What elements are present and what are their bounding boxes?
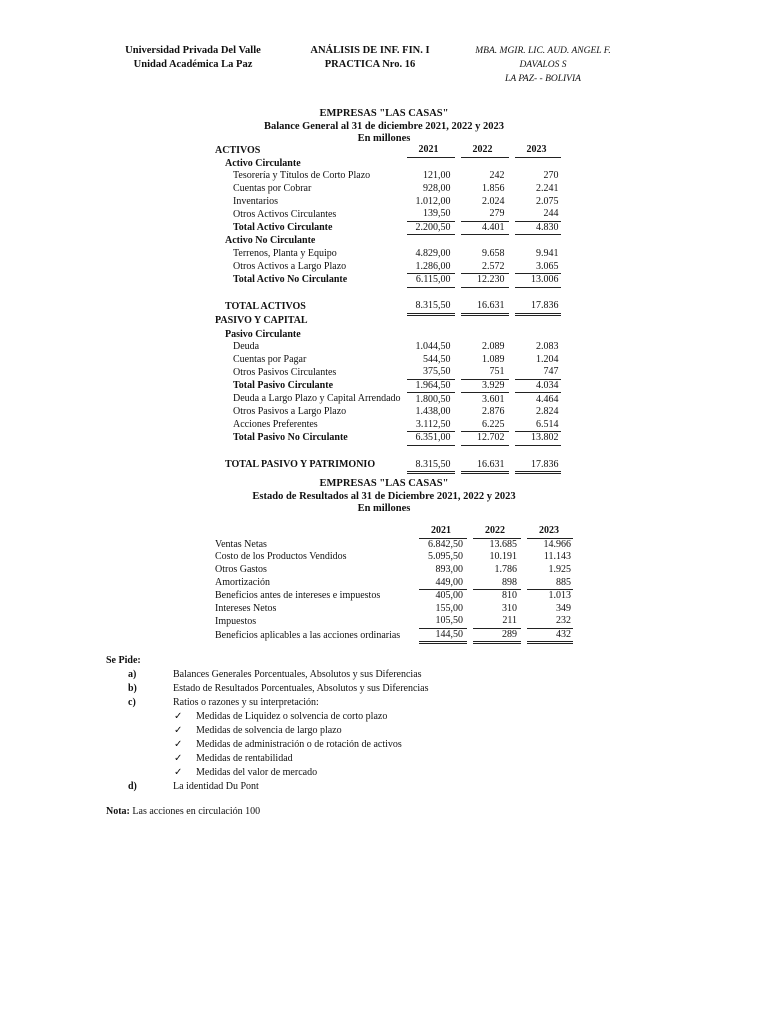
value-cell: 4.830 [515,221,561,235]
value-cell: 17.836 [515,458,561,472]
row-label: Cuentas por Pagar [233,353,307,365]
value-cell: 2.572 [461,260,509,273]
task-subitem [106,724,429,738]
table-row [215,287,561,300]
task-item [106,682,429,696]
task-subitem [106,752,429,766]
year-header: 2022 [461,144,509,157]
balance-title [200,108,568,146]
table-row [215,208,561,221]
task-subitem [106,738,429,752]
value-cell: 1.964,50 [407,379,455,393]
value-cell: 17.836 [515,300,561,314]
value-cell: 244 [515,208,561,221]
table-row [215,393,561,406]
row-label: Total Activo Circulante [233,221,333,233]
year-header: 2023 [527,525,573,538]
value-cell: 1.013 [548,590,571,602]
task-mark: b) [128,683,137,694]
units-label: En millones [357,503,411,514]
value-cell: 10.191 [489,551,517,563]
value-cell: 6.115,00 [407,273,455,287]
task-item [106,780,429,794]
company-name: EMPRESAS "LAS CASAS" [319,478,449,489]
value-cell: 289 [473,628,521,643]
row-label: Otros Pasivos Circulantes [233,366,337,378]
value-cell: 144,50 [419,628,467,643]
campus-name: Unidad Académica La Paz [133,59,253,70]
author-name: MBA. MGIR. LIC. AUD. ANGEL F. DAVALOS S [475,46,611,70]
value-cell: 885 [527,576,573,589]
row-label: Intereses Netos [215,602,277,614]
table-row [215,314,561,328]
value-cell: 232 [527,615,573,628]
value-cell: 898 [473,576,521,589]
table-row [215,603,573,616]
value-cell: 11.143 [543,551,571,563]
income-title [200,478,568,516]
spacer-cell [215,287,561,300]
table-row [215,525,573,538]
row-label: Terrenos, Planta y Equipo [233,248,337,260]
value-cell: 6.225 [461,418,509,431]
table-row [215,551,573,564]
value-cell: 279 [461,208,509,221]
value-cell: 242 [489,170,505,182]
row-label: Cuentas por Cobrar [233,183,312,195]
value-cell: 9.658 [482,248,505,260]
value-cell: 544,50 [423,353,451,365]
value-cell: 449,00 [419,576,467,589]
value-cell: 2.024 [482,195,505,207]
value-cell: 6.514 [515,418,561,431]
course-header [300,44,440,72]
value-cell: 12.702 [461,432,509,446]
table-row [215,144,561,157]
subitem-text: Medidas de rentabilidad [196,753,293,764]
value-cell: 1.800,50 [415,393,451,405]
table-row [215,170,561,183]
author-header [458,44,628,86]
value-cell: 751 [461,366,509,379]
table-row [215,235,561,248]
row-label: Acciones Preferentes [233,419,318,431]
note-label: Nota: [106,806,130,817]
table-row [215,300,561,314]
value-cell: 1.786 [494,564,517,576]
row-label: Inventarios [233,195,278,207]
table-row [215,260,561,273]
value-cell: 13.802 [515,432,561,446]
table-row [215,221,561,235]
statement-name: Balance General al 31 de diciembre 2021, 2022 y 2023 [263,120,505,132]
table-row [215,445,561,458]
value-cell: 8.315,50 [407,300,455,314]
table-row [215,432,561,446]
subitem-text: Medidas de Liquidez o solvencia de corto plazo [196,711,388,722]
value-cell: 5.095,50 [428,551,463,563]
value-cell: 2.083 [536,341,559,353]
balance-sheet-table [215,144,561,474]
value-cell: 4.034 [515,379,561,393]
task-subitem [106,710,429,724]
year-header: 2023 [515,144,561,157]
row-label: Otros Pasivos a Largo Plazo [233,406,347,418]
row-label: ACTIVOS [215,144,261,156]
value-cell: 139,50 [407,208,455,221]
table-row [215,341,561,354]
value-cell: 2.089 [482,341,505,353]
value-cell: 4.401 [461,221,509,235]
row-label: Activo No Circulante [225,235,316,247]
row-label: Deuda [233,341,260,353]
value-cell: 2.824 [536,406,559,418]
row-label: Amortización [215,576,270,588]
table-row [215,615,573,628]
value-cell: 211 [473,615,521,628]
value-cell: 2.075 [536,195,559,207]
table-row [215,538,573,551]
value-cell: 747 [515,366,561,379]
row-label: Activo Circulante [225,157,301,169]
task-text: Balances Generales Porcentuales, Absolutos y sus Diferencias [173,669,422,680]
value-cell: 2.241 [536,183,559,195]
value-cell: 13.685 [489,538,517,550]
company-name: EMPRESAS "LAS CASAS" [319,108,449,119]
table-row [215,183,561,196]
value-cell: 16.631 [461,300,509,314]
check-icon: ✓ [174,711,183,722]
value-cell: 1.856 [482,183,505,195]
task-subitem [106,766,429,780]
value-cell: 1.286,00 [407,260,455,273]
row-label: Costo de los Productos Vendidos [215,551,347,563]
value-cell: 349 [556,602,571,614]
subitem-text: Medidas de solvencia de largo plazo [196,725,342,736]
row-label: Otros Activos a Largo Plazo [233,260,347,272]
row-label: Pasivo Circulante [225,328,301,340]
row-label: Deuda a Largo Plazo y Capital Arrendado [233,393,401,405]
value-cell: 928,00 [423,183,451,195]
empty-cell [401,328,561,341]
table-row [215,366,561,379]
row-label: TOTAL PASIVO Y PATRIMONIO [225,459,376,471]
value-cell: 893,00 [435,564,463,576]
value-cell: 405,00 [435,590,463,602]
units-label: En millones [357,133,411,144]
table-row [215,354,561,367]
value-cell: 121,00 [423,170,451,182]
check-icon: ✓ [174,725,183,736]
value-cell: 14.966 [543,538,571,550]
value-cell: 12.230 [461,273,509,287]
year-header: 2022 [473,525,521,538]
value-cell: 16.631 [461,458,509,472]
value-cell: 432 [527,628,573,643]
table-row [215,195,561,208]
value-cell: 8.315,50 [407,458,455,472]
value-cell: 375,50 [407,366,455,379]
value-cell: 2.876 [482,406,505,418]
task-text: Estado de Resultados Porcentuales, Absolutos y sus Diferencias [173,683,429,694]
location: LA PAZ- - BOLIVIA [505,74,581,84]
row-label [215,525,413,538]
table-row [215,328,561,341]
task-item [106,696,429,710]
value-cell: 3.929 [461,379,509,393]
row-label: Ventas Netas [215,538,267,550]
table-row [215,157,561,170]
check-icon: ✓ [174,739,183,750]
task-text: Ratios o razones y su interpretación: [173,697,319,708]
value-cell: 310 [502,602,517,614]
table-row [215,406,561,419]
row-label: Total Pasivo No Circulante [233,432,348,444]
check-icon: ✓ [174,767,183,778]
row-label: Impuestos [215,615,257,627]
value-cell: 4.464 [536,393,559,405]
table-row [215,248,561,261]
empty-cell [401,157,561,170]
value-cell: 4.829,00 [415,248,451,260]
row-label: Otros Gastos [215,564,267,576]
value-cell: 6.842,50 [428,538,463,550]
row-label: Otros Activos Circulantes [233,208,337,220]
task-mark: d) [128,781,137,792]
university-name: Universidad Privada Del Valle [125,45,261,56]
income-statement-table [215,525,573,644]
task-mark: c) [128,697,136,708]
table-row [215,564,573,577]
tasks-heading: Se Pide: [106,655,141,666]
value-cell: 105,50 [419,615,467,628]
value-cell: 6.351,00 [407,432,455,446]
value-cell: 270 [543,170,559,182]
empty-cell [401,314,561,328]
table-row [215,458,561,472]
value-cell: 1.044,50 [415,341,451,353]
task-item [106,668,429,682]
row-label: Total Activo No Circulante [233,274,348,286]
spacer-cell [215,445,561,458]
institution-header [118,44,268,72]
value-cell: 3.065 [515,260,561,273]
note-text: Las acciones en circulación 100 [132,806,261,817]
value-cell: 3.112,50 [407,418,455,431]
value-cell: 2.200,50 [407,221,455,235]
row-label: Tesorería y Títulos de Corto Plazo [233,170,371,182]
check-icon: ✓ [174,753,183,764]
year-header: 2021 [407,144,455,157]
subitem-text: Medidas del valor de mercado [196,767,318,778]
row-label: PASIVO Y CAPITAL [215,315,308,327]
empty-cell [401,235,561,248]
row-label: TOTAL ACTIVOS [225,301,306,313]
table-row [215,379,561,393]
value-cell: 155,00 [435,602,463,614]
task-mark: a) [128,669,137,680]
value-cell: 1.204 [536,353,559,365]
value-cell: 1.012,00 [415,195,451,207]
value-cell: 9.941 [536,248,559,260]
table-row [215,589,573,602]
year-header: 2021 [419,525,467,538]
value-cell: 1.438,00 [415,406,451,418]
value-cell: 810 [502,590,517,602]
task-text: La identidad Du Pont [173,781,259,792]
table-row [215,576,573,589]
course-name: ANÁLISIS DE INF. FIN. I [310,45,430,56]
row-label: Total Pasivo Circulante [233,379,334,391]
practice-number: PRACTICA Nro. 16 [324,59,416,70]
value-cell: 3.601 [482,393,505,405]
subitem-text: Medidas de administración o de rotación de activos [196,739,402,750]
row-label: Beneficios aplicables a las acciones ordinarias [215,629,401,641]
table-row [215,418,561,431]
table-row [215,628,573,643]
value-cell: 1.089 [482,353,505,365]
value-cell: 1.925 [548,564,571,576]
row-label: Beneficios antes de intereses e impuestos [215,590,381,602]
value-cell: 13.006 [515,273,561,287]
note [106,806,260,817]
statement-name: Estado de Resultados al 31 de Diciembre 2021, 2022 y 2023 [252,490,516,502]
table-row [215,273,561,287]
tasks-section [106,654,429,794]
